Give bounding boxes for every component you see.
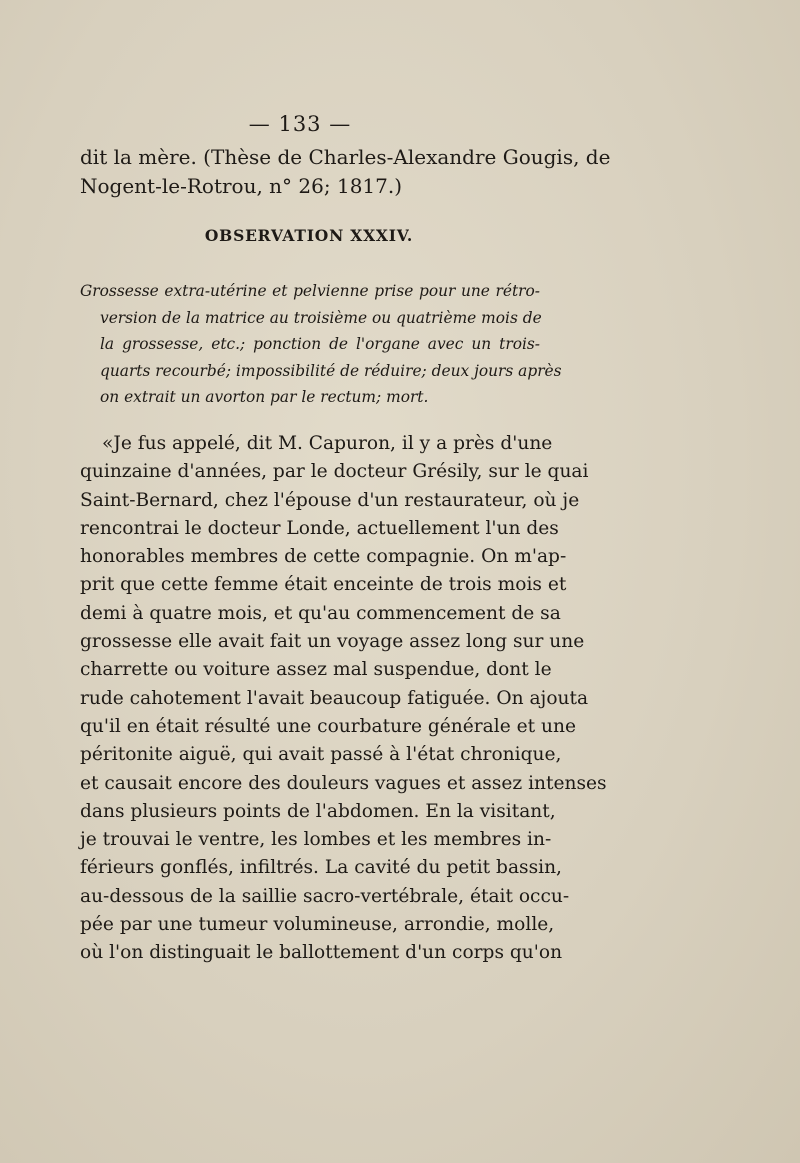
body-paragraph: [80, 430, 607, 968]
body-line: grossesse elle avait fait un voyage assez long sur une: [80, 631, 585, 653]
body-line: prit que cette femme était enceinte de trois mois et: [80, 574, 567, 596]
intro-line: Nogent-le-Rotrou, n° 26; 1817.): [80, 174, 403, 198]
body-line: Saint-Bernard, chez l'épouse d'un restaurateur, où je: [80, 489, 580, 511]
summary-line: version de la matrice au troisième ou quatrième mois de: [100, 308, 542, 327]
body-line: pée par une tumeur volumineuse, arrondie, molle,: [80, 914, 555, 936]
body-line: férieurs gonflés, infiltrés. La cavité du petit bassin,: [80, 857, 562, 879]
body-line: quinzaine d'années, par le docteur Grésily, sur le quai: [80, 461, 589, 483]
summary-line: Grossesse extra-utérine et pelvienne prise pour une rétro-: [80, 282, 540, 300]
body-line: honorables membres de cette compagnie. On m'ap-: [80, 546, 567, 568]
observation-heading: OBSERVATION XXXIV.: [204, 226, 414, 245]
body-line: au-dessous de la saillie sacro-vertébrale, était occu-: [80, 885, 570, 907]
body-line: qu'il en était résulté une courbature générale et une: [80, 715, 576, 737]
observation-summary: [80, 278, 562, 411]
intro-paragraph: [80, 143, 611, 201]
body-line: péritonite aiguë, qui avait passé à l'état chronique,: [80, 744, 562, 766]
body-line: et causait encore des douleurs vagues et assez intenses: [80, 772, 607, 794]
body-line: dans plusieurs points de l'abdomen. En la visitant,: [80, 800, 556, 822]
body-line: je trouvai le ventre, les lombes et les membres in-: [80, 829, 552, 851]
body-line: «Je fus appelé, dit M. Capuron, il y a près d'une: [102, 433, 553, 454]
intro-line: dit la mère. (Thèse de Charles-Alexandre Gougis, de: [80, 145, 611, 169]
summary-line: la grossesse, etc.; ponction de l'organe avec un trois-: [100, 335, 540, 353]
body-line: où l'on distinguait le ballottement d'un corps qu'on: [80, 942, 563, 964]
body-line: rencontrai le docteur Londe, actuellement l'un des: [80, 517, 559, 539]
summary-line: on extrait un avorton par le rectum; mort.: [100, 388, 429, 406]
summary-line: quarts recourbé; impossibilité de réduire; deux jours après: [100, 361, 562, 380]
body-line: demi à quatre mois, et qu'au commencement de sa: [80, 602, 561, 624]
body-line: rude cahotement l'avait beaucoup fatiguée. On ajouta: [80, 687, 589, 709]
body-line: charrette ou voiture assez mal suspendue, dont le: [80, 659, 552, 681]
page-number: — 133 —: [248, 112, 352, 136]
